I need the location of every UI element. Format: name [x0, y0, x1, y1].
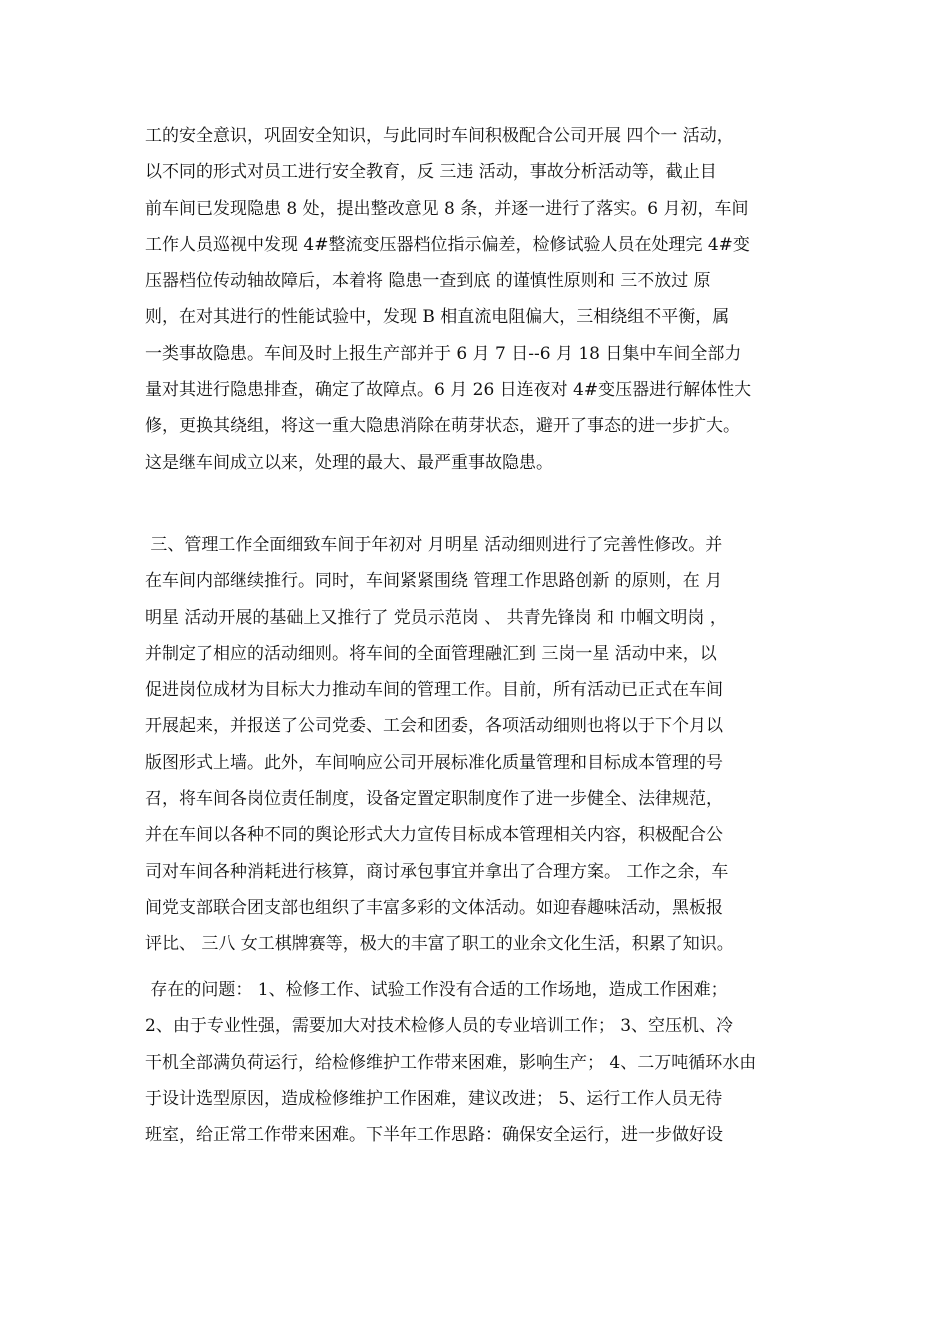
paragraph-existing-problems	[145, 972, 825, 1153]
text-line: 干机全部满负荷运行，给检修维护工作带来困难，影响生产； 4、二万吨循环水由	[145, 1052, 757, 1073]
text-line: 三、管理工作全面细致车间于年初对 月明星 活动细则进行了完善性修改。并	[145, 535, 723, 555]
text-line: 召，将车间各岗位责任制度，设备定置定职制度作了进一步健全、法律规范，	[145, 789, 723, 810]
text-line: 司对车间各种消耗进行核算，商讨承包事宜并拿出了合理方案。 工作之余，车	[145, 861, 729, 882]
text-line: 则，在对其进行的性能试验中，发现 B 相直流电阻偏大，三相绕组不平衡，属	[145, 307, 730, 328]
text-line: 量对其进行隐患排查，确定了故障点。6 月 26 日连夜对 4#变压器进行解体性大	[145, 380, 752, 401]
paragraph-safety-awareness	[145, 118, 825, 481]
text-line: 版图形式上墙。此外，车间响应公司开展标准化质量管理和目标成本管理的号	[145, 752, 723, 773]
text-line: 于设计选型原因，造成检修维护工作困难，建议改进； 5、运行工作人员无待	[145, 1088, 723, 1109]
text-line: 促进岗位成材为目标大力推动车间的管理工作。目前，所有活动已正式在车间	[145, 680, 723, 701]
text-line: 2、由于专业性强，需要加大对技术检修人员的专业培训工作； 3、空压机、冷	[145, 1016, 734, 1037]
text-line: 在车间内部继续推行。同时，车间紧紧围绕 管理工作思路创新 的原则，在 月	[145, 571, 723, 592]
text-line: 存在的问题： 1、检修工作、试验工作没有合适的工作场地，造成工作困难；	[145, 980, 728, 1000]
text-line: 评比、 三八 女工棋牌赛等，极大的丰富了职工的业余文化生活，积累了知识。	[145, 934, 734, 955]
text-line: 并在车间以各种不同的舆论形式大力宣传目标成本管理相关内容，积极配合公	[145, 825, 723, 846]
paragraph-management-work	[145, 527, 825, 963]
text-line: 工作人员巡视中发现 4#整流变压器档位指示偏差，检修试验人员在处理完 4#变	[145, 234, 750, 255]
text-line: 班室，给正常工作带来困难。下半年工作思路：确保安全运行，进一步做好设	[145, 1125, 723, 1146]
text-line: 压器档位传动轴故障后，本着将 隐患一查到底 的谨慎性原则和 三不放过 原	[145, 271, 711, 292]
text-line: 并制定了相应的活动细则。将车间的全面管理融汇到 三岗一星 活动中来，以	[145, 643, 717, 664]
text-line: 这是继车间成立以来，处理的最大、最严重事故隐患。	[145, 452, 553, 473]
text-line: 前车间已发现隐患 8 处，提出整改意见 8 条，并逐一进行了落实。6 月初，车间	[145, 198, 749, 219]
text-line: 明星 活动开展的基础上又推行了 党员示范岗 、 共青先锋岗 和 巾帼文明岗 ，	[145, 607, 727, 628]
text-line: 工的安全意识，巩固安全知识，与此同时车间积极配合公司开展 四个一 活动，	[145, 126, 734, 146]
text-line: 开展起来，并报送了公司党委、工会和团委，各项活动细则也将以于下个月以	[145, 716, 723, 737]
text-line: 一类事故隐患。车间及时上报生产部并于 6 月 7 日--6 月 18 日集中车间全部力	[145, 343, 742, 364]
text-line: 间党支部联合团支部也组织了丰富多彩的文体活动。如迎春趣味活动，黑板报	[145, 897, 723, 918]
text-line: 修，更换其绕组，将这一重大隐患消除在萌芽状态，避开了事态的进一步扩大。	[145, 416, 740, 437]
text-line: 以不同的形式对员工进行安全教育，反 三违 活动，事故分析活动等，截止目	[145, 162, 717, 183]
